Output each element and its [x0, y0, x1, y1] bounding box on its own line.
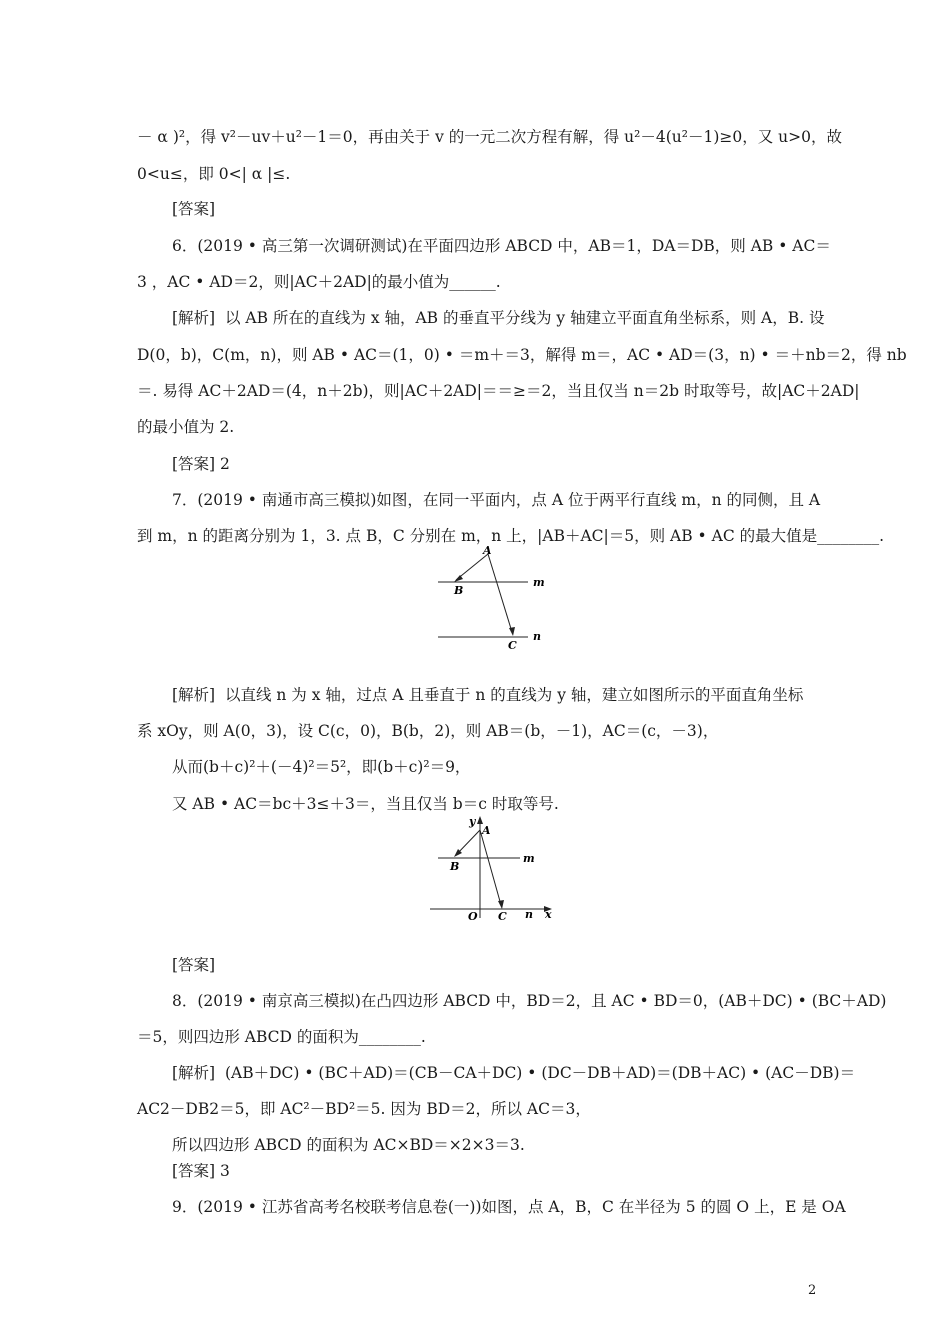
fig2-label-x: x [545, 908, 552, 921]
fig2-label-B: B [450, 860, 460, 873]
fig2-label-A: A [482, 824, 491, 837]
solution-6-line-1: [解析] 以 AB 所在的直线为 x 轴，AB 的垂直平分线为 y 轴建立平面直角坐标系，则 A，B. 设 [172, 309, 825, 327]
solution-7-line-1: [解析] 以直线 n 为 x 轴，过点 A 且垂直于 n 的直线为 y 轴，建立如图所示的平面直角坐标 [172, 686, 804, 704]
solution-7-line-3: 从而(b＋c)²＋(－4)²＝5²，即(b＋c)²＝9， [172, 758, 471, 776]
fig2-label-y: y [469, 815, 476, 828]
text-line-1: － α )²，得 v²－uv＋u²－1＝0，再由关于 v 的一元二次方程有解，得 u²－4(u²－1)≥0，又 u>0，故 [137, 128, 842, 146]
solution-7-line-4: 又 AB • AC＝bc＋3≤＋3＝，当且仅当 b＝c 时取等号. [172, 795, 559, 813]
solution-8-line-3: 所以四边形 ABCD 的面积为 AC×BD＝×2×3＝3. [172, 1136, 525, 1154]
fig1-label-A: A [483, 545, 492, 557]
question-6-line-1: 6．(2019 • 高三第一次调研测试)在平面四边形 ABCD 中，AB＝1，DA＝DB，则 AB • AC＝ [172, 237, 831, 255]
question-6-line-2: 3 ，AC • AD＝2，则|AC＋2AD|的最小值为______. [137, 273, 501, 291]
solution-7-line-2: 系 xOy，则 A(0，3)，设 C(c，0)，B(b，2)，则 AB＝(b，－1)，AC＝(c，－3)， [137, 722, 719, 740]
question-7-line-1: 7．(2019 • 南通市高三模拟)如图，在同一平面内，点 A 位于两平行直线 m，n 的同侧，且 A [172, 491, 821, 509]
page-number: 2 [808, 1283, 817, 1298]
answer-8: [答案] 3 [172, 1162, 230, 1180]
question-9-line-1: 9．(2019 • 江苏省高考名校联考信息卷(一))如图，点 A，B，C 在半径为 5 的圆 O 上，E 是 OA [172, 1198, 846, 1216]
solution-8-line-2: AC2－DB2＝5，即 AC²－BD²＝5. 因为 BD＝2，所以 AC＝3， [137, 1100, 591, 1118]
text-line-2: 0<u≤，即 0<| α |≤. [137, 165, 291, 183]
solution-6-line-4: 的最小值为 2. [137, 418, 235, 436]
fig1-label-m: m [533, 576, 545, 589]
question-8-line-1: 8．(2019 • 南京高三模拟)在凸四边形 ABCD 中，BD＝2，且 AC • BD＝0，(AB＋DC) • (BC＋AD) [172, 992, 887, 1010]
answer-label: [答案] [172, 200, 216, 218]
fig1-label-B: B [454, 584, 464, 597]
solution-6-line-3: ＝. 易得 AC＋2AD＝(4，n＋2b)，则|AC＋2AD|＝＝≥＝2，当且仅当 n＝2b 时取等号，故|AC＋2AD| [137, 382, 860, 400]
figure-7-coordinate-system [428, 812, 560, 926]
solution-6-line-2: D(0，b)，C(m，n)，则 AB • AC＝(1，0) • ＝m＋＝3，解得 m＝，AC • AD＝(3，n) • ＝＋nb＝2，得 nb [137, 346, 907, 364]
solution-8-line-1: [解析] (AB＋DC) • (BC＋AD)＝(CB－CA＋DC) • (DC－DB＋AD)＝(DB＋AC) • (AC－DB)＝ [172, 1064, 856, 1082]
question-8-line-2: ＝5，则四边形 ABCD 的面积为________. [137, 1028, 426, 1046]
fig2-label-n: n [525, 908, 533, 921]
fig2-label-C: C [498, 910, 507, 923]
question-7-line-2: 到 m，n 的距离分别为 1，3. 点 B，C 分别在 m，n 上，|AB＋AC|＝5，则 AB • AC 的最大值是________. [137, 527, 885, 545]
answer-6: [答案] 2 [172, 455, 230, 473]
fig1-label-n: n [533, 630, 541, 643]
fig2-label-O: O [468, 910, 478, 923]
fig1-label-C: C [508, 639, 517, 652]
answer-7: [答案] [172, 956, 216, 974]
figure-7-parallel-lines [438, 545, 550, 653]
fig2-label-m: m [523, 852, 535, 865]
